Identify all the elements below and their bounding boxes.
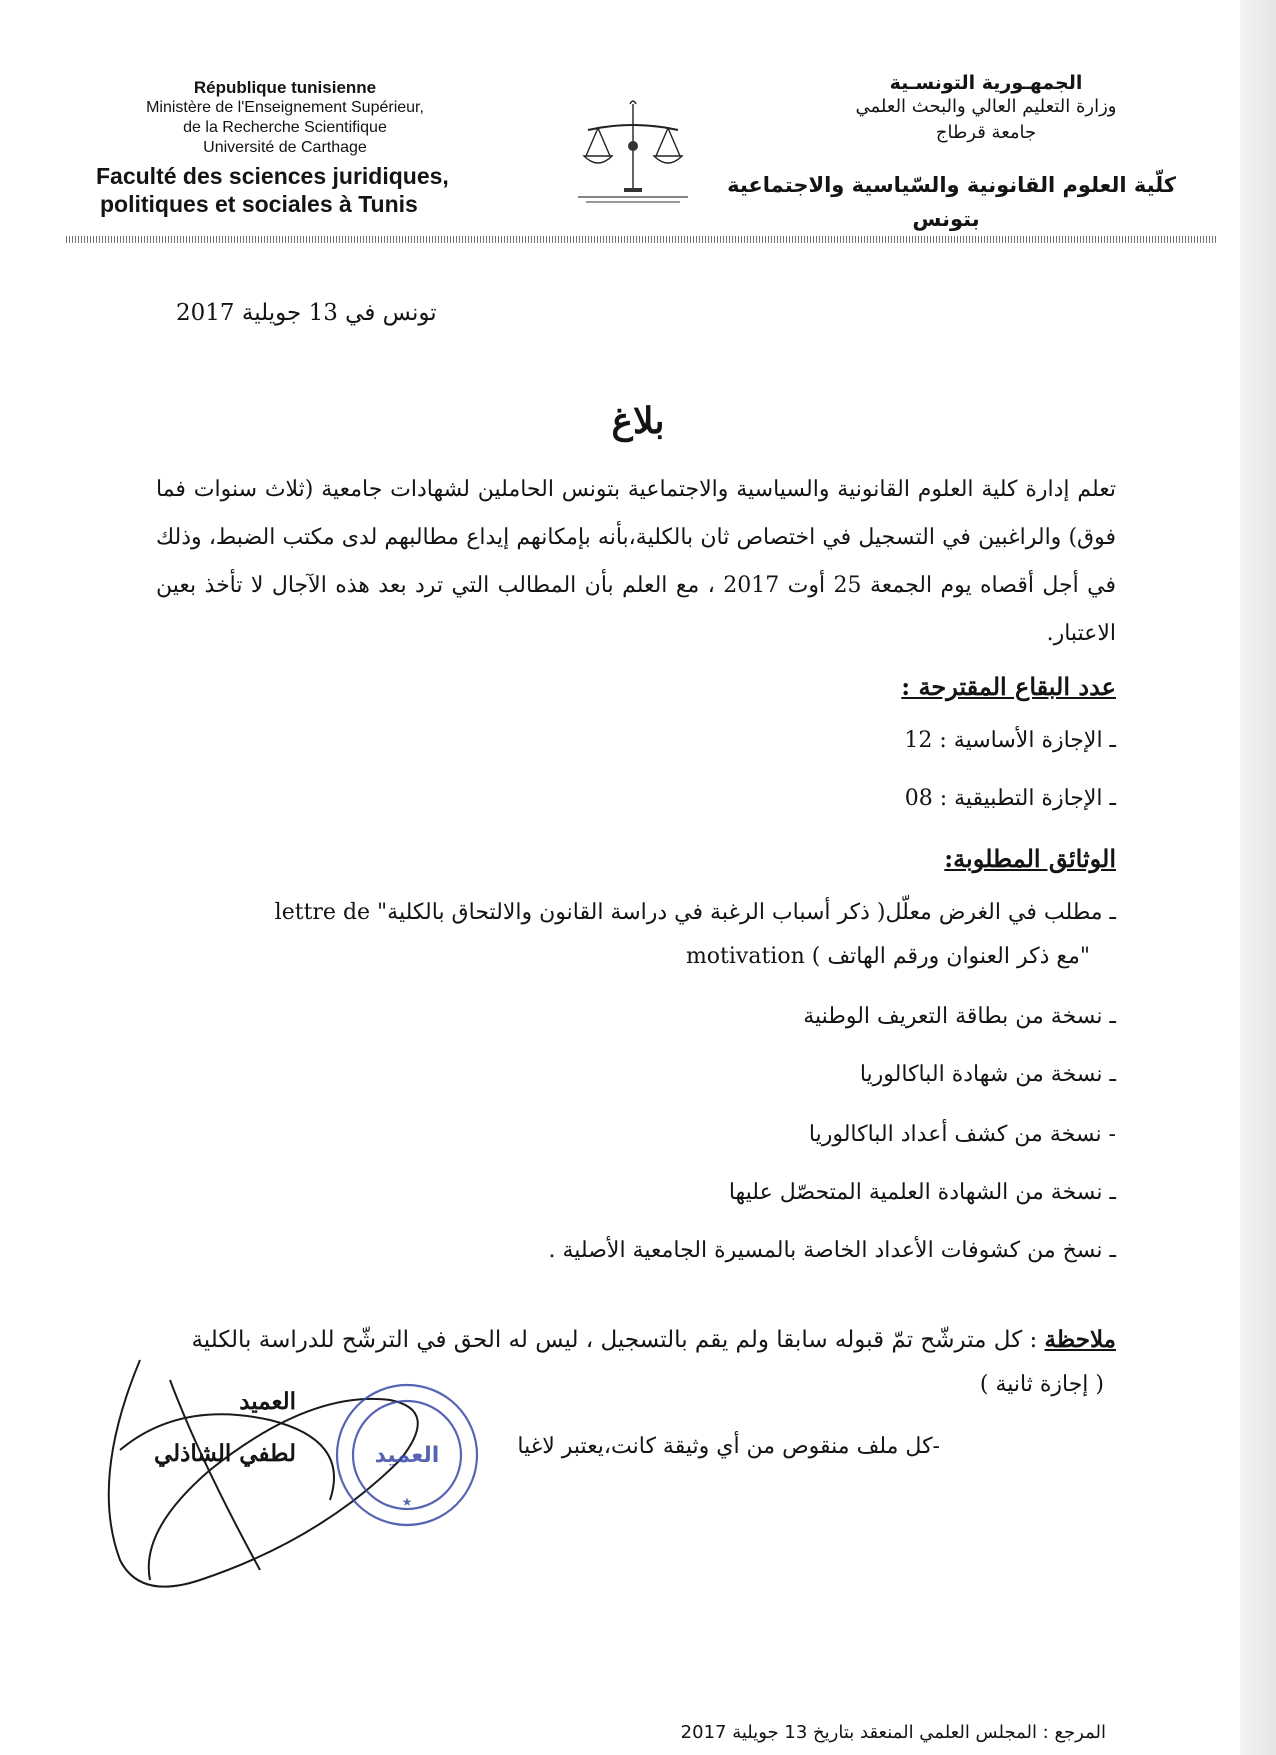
faculty-fr-line1: Faculté des sciences juridiques,: [96, 163, 449, 189]
ministry-fr-line2: de la Recherche Scientifique: [183, 119, 387, 136]
ministry-ar: وزارة التعليم العالي والبحث العلمي: [855, 96, 1117, 117]
seats-item: ـ الإجازة التطبيقية : 08: [904, 786, 1116, 811]
faculty-ar-line2: بتونس: [912, 207, 980, 231]
document-item: ـ نسخة من الشهادة العلمية المتحصّل عليها: [728, 1180, 1116, 1205]
document-item-first: [156, 900, 1116, 925]
document-item: ـ نسخ من كشوفات الأعداد الخاصة بالمسيرة الجامعية الأصلية .: [548, 1238, 1116, 1263]
seats-item: ـ الإجازة الأساسية : 12: [904, 728, 1116, 753]
document-item-first-fr2: motivation: [685, 944, 805, 969]
official-stamp: [332, 1380, 482, 1530]
note-text-line3: -كل ملف منقوص من أي وثيقة كانت،يعتبر لاغيا: [517, 1434, 940, 1459]
seats-heading: عدد البقاع المقترحة :: [901, 672, 1116, 701]
document-item-first-ar: ـ مطلب في الغرض معلّل( ذكر أسباب الرغبة في دراسة القانون والالتحاق بالكلية": [377, 900, 1116, 925]
reference-footer: المرجع : المجلس العلمي المنعقد بتاريخ 13 جويلية 2017: [680, 1722, 1106, 1743]
document-item-first-fr1: lettre de: [274, 900, 371, 925]
faculty-fr: [96, 162, 496, 218]
document-item-first-ar2: "مع ذكر العنوان ورقم الهاتف ): [811, 944, 1090, 969]
document-item-first-cont: [130, 944, 1090, 969]
university-ar: جامعة قرطاج: [935, 122, 1037, 143]
republic-ar: الجمهـورية التونسـية: [889, 72, 1083, 94]
faculty-ar-line1: كلّية العلوم القانونية والسّياسية والاجتماعية: [727, 173, 1176, 197]
signatory-name: لطفي الشاذلي: [153, 1440, 296, 1467]
svg-text:★: ★: [401, 1495, 413, 1509]
document-item: ـ نسخة من شهادة الباكالوريا: [859, 1062, 1116, 1087]
header-fr: [80, 78, 490, 158]
signatory-title: العميد: [239, 1388, 296, 1415]
ministry-fr-line1: Ministère de l'Enseignement Supérieur,: [146, 99, 424, 116]
note-text-line1: : كل مترشّح تمّ قبوله سابقا ولم يقم بالتسجيل ، ليس له الحق في الترشّح للدراسة بالكلية: [191, 1327, 1045, 1353]
faculty-ar: [716, 168, 1176, 236]
document-item: - نسخة من كشف أعداد الباكالوريا: [808, 1122, 1116, 1147]
university-fr: Université de Carthage: [203, 139, 367, 156]
faculty-fr-line2: politiques et sociales à Tunis: [100, 191, 418, 217]
document-item: ـ نسخة من بطاقة التعريف الوطنية: [803, 1004, 1116, 1029]
date: تونس في 13 جويلية 2017: [176, 300, 437, 326]
announcement-text: تعلم إدارة كلية العلوم القانونية والسياسية والاجتماعية بتونس الحاملين لشهادات جامعية (ثلاث سنوات فما فوق) والراغبين في التسجيل في اختصاص ثان بالكلية،بأنه بإمكانهم إيداع مطالبهم لدى مكتب الضبط، وذلك في أجل أقصاه يوم الجمعة 25 أوت 2017 ، مع العلم بأن المطالب التي ترد بعد هذه الآجال لا تأخذ بعين الاعتبار.: [156, 477, 1116, 646]
document-title: بلاغ: [611, 400, 665, 442]
scales-of-justice-icon: [574, 96, 692, 210]
header-ar: [756, 72, 1176, 146]
note-text-line2: ( إجازة ثانية ): [979, 1372, 1104, 1397]
republic-fr: République tunisienne: [193, 78, 377, 97]
note-label: ملاحظة: [1044, 1326, 1116, 1353]
page-edge: [1240, 0, 1276, 1755]
stamp-text: العميد: [374, 1443, 440, 1468]
documents-heading: الوثائق المطلوبة:: [944, 844, 1116, 873]
header-divider: [66, 236, 1216, 243]
